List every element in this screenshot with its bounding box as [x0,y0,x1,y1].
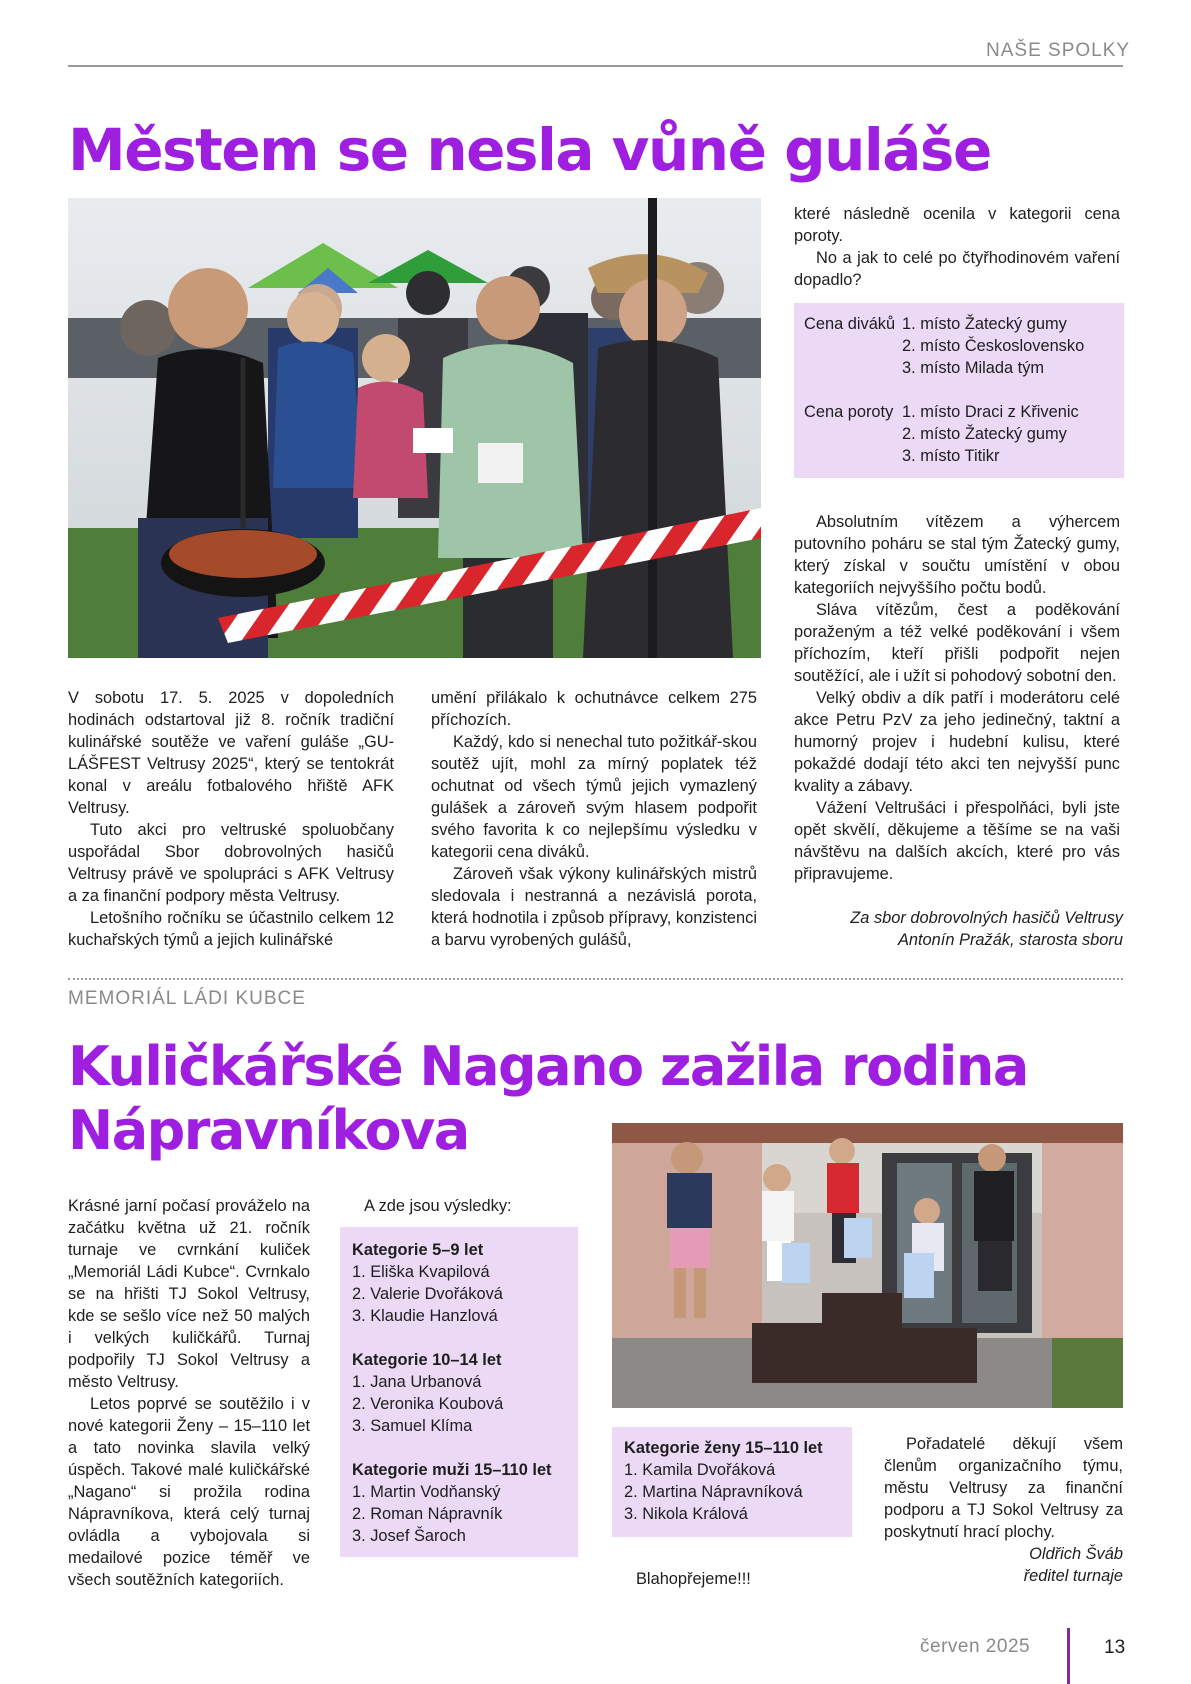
article-column-3-top [794,203,1120,291]
paragraph: umění přilákalo k ochutnávce celkem 275 příchozích. [431,689,757,729]
paragraph: Letos poprvé se soutěžilo i v nové kategorii Ženy – 15–110 let a tato novinka slavila velký úspěch. Takové malé kuličkářské „Nagano“ si prožila rodina Nápravníkova, která celý turnaj ovládla a vybojovala si medailové pozice téměř ve všech soutěžních kategoriích. [68,1395,310,1589]
paragraph: Tuto akci pro veltruské spoluobčany uspořádal Sbor dobrovolných hasičů Veltrusy právě ve spolupráci s AFK Veltrusy a za finanční podpory města Veltrusy. [68,821,394,905]
paragraph: V sobotu 17. 5. 2025 v dopoledních hodinách odstartoval již 8. ročník tradiční kulinářské soutěže ve vaření guláše „GU-LÁŠFEST Veltrusy 2025“, který se tentokrát konal v areálu fotbalového hřiště AFK Veltrusy. [68,689,394,817]
result-line: 1. Martin Vodňanský [352,1483,501,1501]
result-line: 3. místo Titikr [902,447,1000,465]
article-title: Městem se nesla vůně guláše [68,116,991,184]
result-line: 2. Veronika Koubová [352,1395,504,1413]
result-line: 3. Samuel Klíma [352,1417,473,1435]
results-box [340,1227,578,1557]
result-line: 2. místo Žatecký gumy [902,425,1067,443]
article-column-1 [68,687,394,951]
women-results-box [612,1427,852,1537]
page-number: 13 [1104,1637,1126,1658]
result-line: 1. Eliška Kvapilová [352,1263,490,1281]
podium-photo-illustration [612,1123,1123,1408]
result-line: 3. místo Milada tým [902,359,1045,377]
result-line: 2. Roman Nápravník [352,1505,503,1523]
result-line: 3. Josef Šaroch [352,1527,466,1545]
paragraph: Vážení Veltrušáci i přespolňáci, byli jste opět skvělí, děkujeme a těšíme se na vaši návštěvu na dalších akcích, které pro vás připravujeme. [794,799,1120,883]
goulash-photo [68,198,761,658]
jury-label: Cena poroty [804,403,894,421]
category-title: Kategorie muži 15–110 let [352,1461,552,1479]
article-column-3-bottom [794,511,1120,885]
result-line: 1. Kamila Dvořáková [624,1461,776,1479]
article2-column-1 [68,1195,310,1591]
issue-date: červen 2025 [920,1636,1031,1657]
signature-line: Oldřich Šváb [1029,1545,1123,1563]
paragraph: Každý, kdo si nenechal tuto požitkář-skou soutěž ujít, mohl za mírný poplatek též ochutnat od všech týmů jejich vymazlený gulášek a zároveň svým hlasem podpořit svého favorita k co nejlepšímu výsledku v kategorii cena diváků. [431,733,757,861]
paragraph: Letošního ročníku se účastnilo celkem 12 kuchařských týmů a jejich kulinářské [68,909,394,949]
result-line: 2. místo Československo [902,337,1085,355]
audience-results [804,313,1124,379]
article-signature [794,907,1123,951]
footer-divider [1067,1628,1070,1684]
article-column-2 [431,687,757,951]
paragraph: No a jak to celé po čtyřhodinovém vaření dopadlo? [794,249,1120,289]
title-line: Kuličkářské Nagano zažila rodina [68,1035,1028,1098]
podium-photo [612,1123,1123,1408]
title-line: Nápravníkova [68,1099,469,1162]
results-intro: A zde jsou výsledky: [364,1197,512,1215]
result-line: 1. místo Žatecký gumy [902,315,1067,333]
results-box [794,303,1124,478]
paragraph: které následně ocenila v kategorii cena poroty. [794,205,1120,245]
paragraph: Zároveň však výkony kulinářských mistrů sledovala i nestranná a nezávislá porota, která hodnotila i způsob přípravy, konzistenci a barvu vyrobených gulášů, [431,865,757,949]
result-line: 3. Klaudie Hanzlová [352,1307,498,1325]
paragraph: Pořadatelé děkují všem členům organizačního týmu, městu Veltrusy za finanční podporu a TJ Sokol Veltrusy za poskytnutí hrací plochy. [884,1435,1123,1541]
category-title: Kategorie 5–9 let [352,1241,484,1259]
result-line: 2. Martina Nápravníková [624,1483,803,1501]
category-title: Kategorie 10–14 let [352,1351,502,1369]
signature-line: Antonín Pražák, starosta sboru [897,931,1123,949]
header-rule [68,65,1123,67]
thanks-text [884,1433,1123,1543]
category-title: Kategorie ženy 15–110 let [624,1439,823,1457]
result-line: 2. Valerie Dvořáková [352,1285,503,1303]
result-line: 1. místo Draci z Křivenic [902,403,1079,421]
paragraph: Absolutním vítězem a výhercem putovního poháru se stal tým Žatecký gumy, který získal v součtu umístění v obou kategoriích nejvyššího počtu bodů. [794,513,1120,597]
result-line: 3. Nikola Králová [624,1505,748,1523]
article2-signature [884,1543,1123,1587]
section-label: NAŠE SPOLKY [986,40,1131,61]
signature-line: Za sbor dobrovolných hasičů Veltrusy [850,909,1123,927]
section-label: MEMORIÁL LÁDI KUBCE [68,988,306,1009]
paragraph: Velký obdiv a dík patří i moderátoru celé akce Petru PzV za jeho jedinečný, taktní a humorný projev i hudební kulisu, které pokaždé dodají této akci ten nejvyšší punc kvality a zábavy. [794,689,1120,795]
result-line: 1. Jana Urbanová [352,1373,482,1391]
signature-line: ředitel turnaje [1023,1567,1123,1585]
article-separator [68,978,1123,980]
audience-label: Cena diváků [804,315,896,333]
paragraph: Krásné jarní počasí prováželo na začátku května už 21. ročník turnaje ve cvrnkání kuliček „Memoriál Ládi Kubce“. Cvrnkalo se na hřišti TJ Sokol Veltrusy, kde se sešlo více než 50 malých i velkých kuličkářů. Turnaj podpořily TJ Sokol Veltrusy a město Veltrusy. [68,1197,310,1391]
jury-results [804,401,1124,467]
congrats-text: Blahopřejeme!!! [636,1570,751,1588]
goulash-photo-illustration [68,198,761,658]
paragraph: Sláva vítězům, čest a poděkování poraženým a též velké poděkování i všem příchozím, kteří přišli podpořit nejen soutěžící, ale i užít si pohodový sobotní den. [794,601,1120,685]
